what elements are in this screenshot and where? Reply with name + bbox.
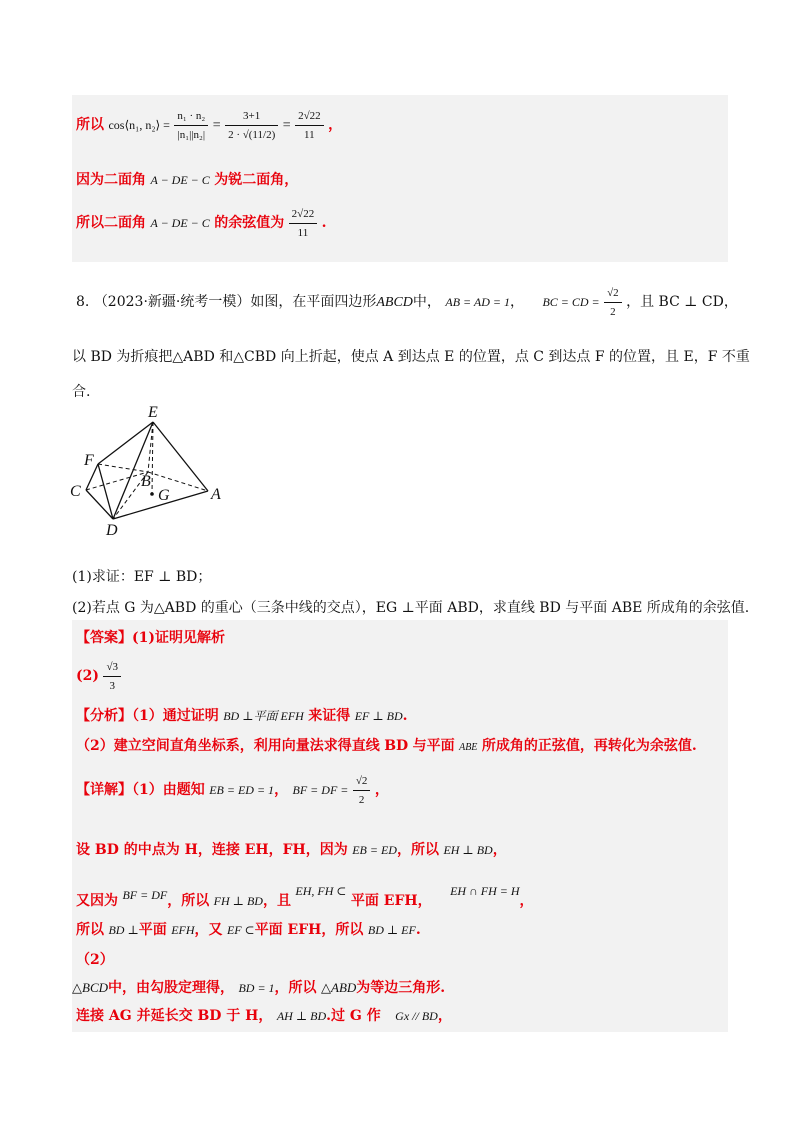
question-part-1: (1)求证：EF ⊥ BD；	[72, 569, 212, 585]
label-F: F	[84, 452, 94, 469]
cos-expression: cos⟨n₁, n₂⟩ =	[108, 118, 170, 132]
detail-line-2: 设 BD 的中点为 H，连接 EH，FH，因为 EB = ED，所以 EH ⊥ BD，	[76, 842, 507, 858]
vector-fraction: $\frac{\text{n₁ · n₂}}{\text{|n₁||n₂|}}$	[174, 108, 208, 143]
answer-fraction: $\frac{√3}{3}$	[103, 659, 121, 694]
label-C: C	[70, 483, 81, 500]
label-B: B	[141, 473, 151, 490]
label-A: A	[211, 486, 221, 503]
cosine-value-line: 所以二面角 A − DE − C 的余弦值为 $\frac{2√22}{11}$ .	[76, 207, 327, 239]
bf-df-fraction: $\frac{√2}{2}$	[353, 773, 371, 808]
analysis-line-2: （2）建立空间直角坐标系，利用向量法求得直线 BD 与平面 ABE 所成角的正弦值，再转化为余弦值.	[76, 738, 697, 754]
detail-line-1: 【详解】（1）由题知 EB = ED = 1， BF = DF = $\frac{√2}{2}$ ，	[76, 774, 389, 806]
cosine-formula-line: 所以 cos⟨n₁, n₂⟩ = $\frac{\text{n₁ · n₂}}{\text{|n₁||n₂|}}$ = $\frac{3+1}{2 \cdot √(11/2)}$ = $\frac{2√22}{11}$ ，	[76, 109, 343, 141]
detail-line-4: 所以 BD ⊥平面 EFH，又 EF ⊂平面 EFH，所以 BD ⊥ EF.	[76, 922, 421, 938]
edge-BA-dashed	[148, 472, 208, 491]
question-part-2: (2)若点 G 为△ABD 的重心（三条中线的交点），EG ⊥平面 ABD，求直线 BD 与平面 ABE 所成角的余弦值.	[72, 600, 750, 616]
answer-line-1: 【答案】(1)证明见解析	[76, 630, 225, 646]
question-8-line-2: 以 BD 为折痕把△ABD 和△CBD 向上折起，使点 A 到达点 E 的位置，点 C 到达点 F 的位置，且 E，F 不重	[72, 349, 750, 365]
edge-EA	[153, 422, 208, 491]
detail-line-3: 又因为 BF = DF，所以 FH ⊥ BD，且 EH, FH ⊂ 平面 EFH， EH ∩ FH = H，	[76, 884, 534, 909]
text-suoyi: 所以	[76, 117, 104, 133]
detail-line-6: △BCD中，由勾股定理得， BD = 1，所以 △ABD为等边三角形.	[72, 980, 446, 996]
answer-block	[72, 620, 728, 1032]
solution-continued-block	[72, 95, 728, 262]
cosine-value-fraction: $\frac{2√22}{11}$	[289, 206, 318, 241]
acute-dihedral-line: 因为二面角 A − DE − C 为锐二面角，	[76, 172, 299, 188]
label-E: E	[148, 404, 158, 421]
question-8-line-3: 合.	[72, 384, 91, 400]
pyramid-figure	[66, 402, 236, 542]
analysis-line-1: 【分析】（1）通过证明 BD ⊥平面 EFH 来证得 EF ⊥ BD.	[76, 708, 408, 724]
edge-CB-dashed	[86, 472, 148, 490]
label-D: D	[106, 522, 118, 539]
bc-cd-fraction: $\frac{√2}{2}$	[604, 285, 622, 320]
detail-line-5: （2）	[76, 952, 114, 968]
edge-FB-dashed	[98, 464, 148, 472]
answer-line-2: (2) $\frac{√3}{3}$	[76, 656, 121, 696]
result-fraction: $\frac{2√22}{11}$	[295, 108, 324, 143]
detail-line-7: 连接 AG 并延长交 BD 于 H， AH ⊥ BD.过 G 作 Gx // BD，	[76, 1008, 452, 1024]
label-G: G	[158, 487, 170, 504]
question-8-line-1: 8. （2023·新疆·统考一模）如图，在平面四边形ABCD中， AB = AD = 1， BC = CD = $\frac{√2}{2}$ ，且 BC ⊥ CD，	[76, 286, 738, 318]
numeric-fraction: $\frac{3+1}{2 \cdot √(11/2)}$	[225, 108, 278, 143]
point-G	[150, 492, 154, 496]
